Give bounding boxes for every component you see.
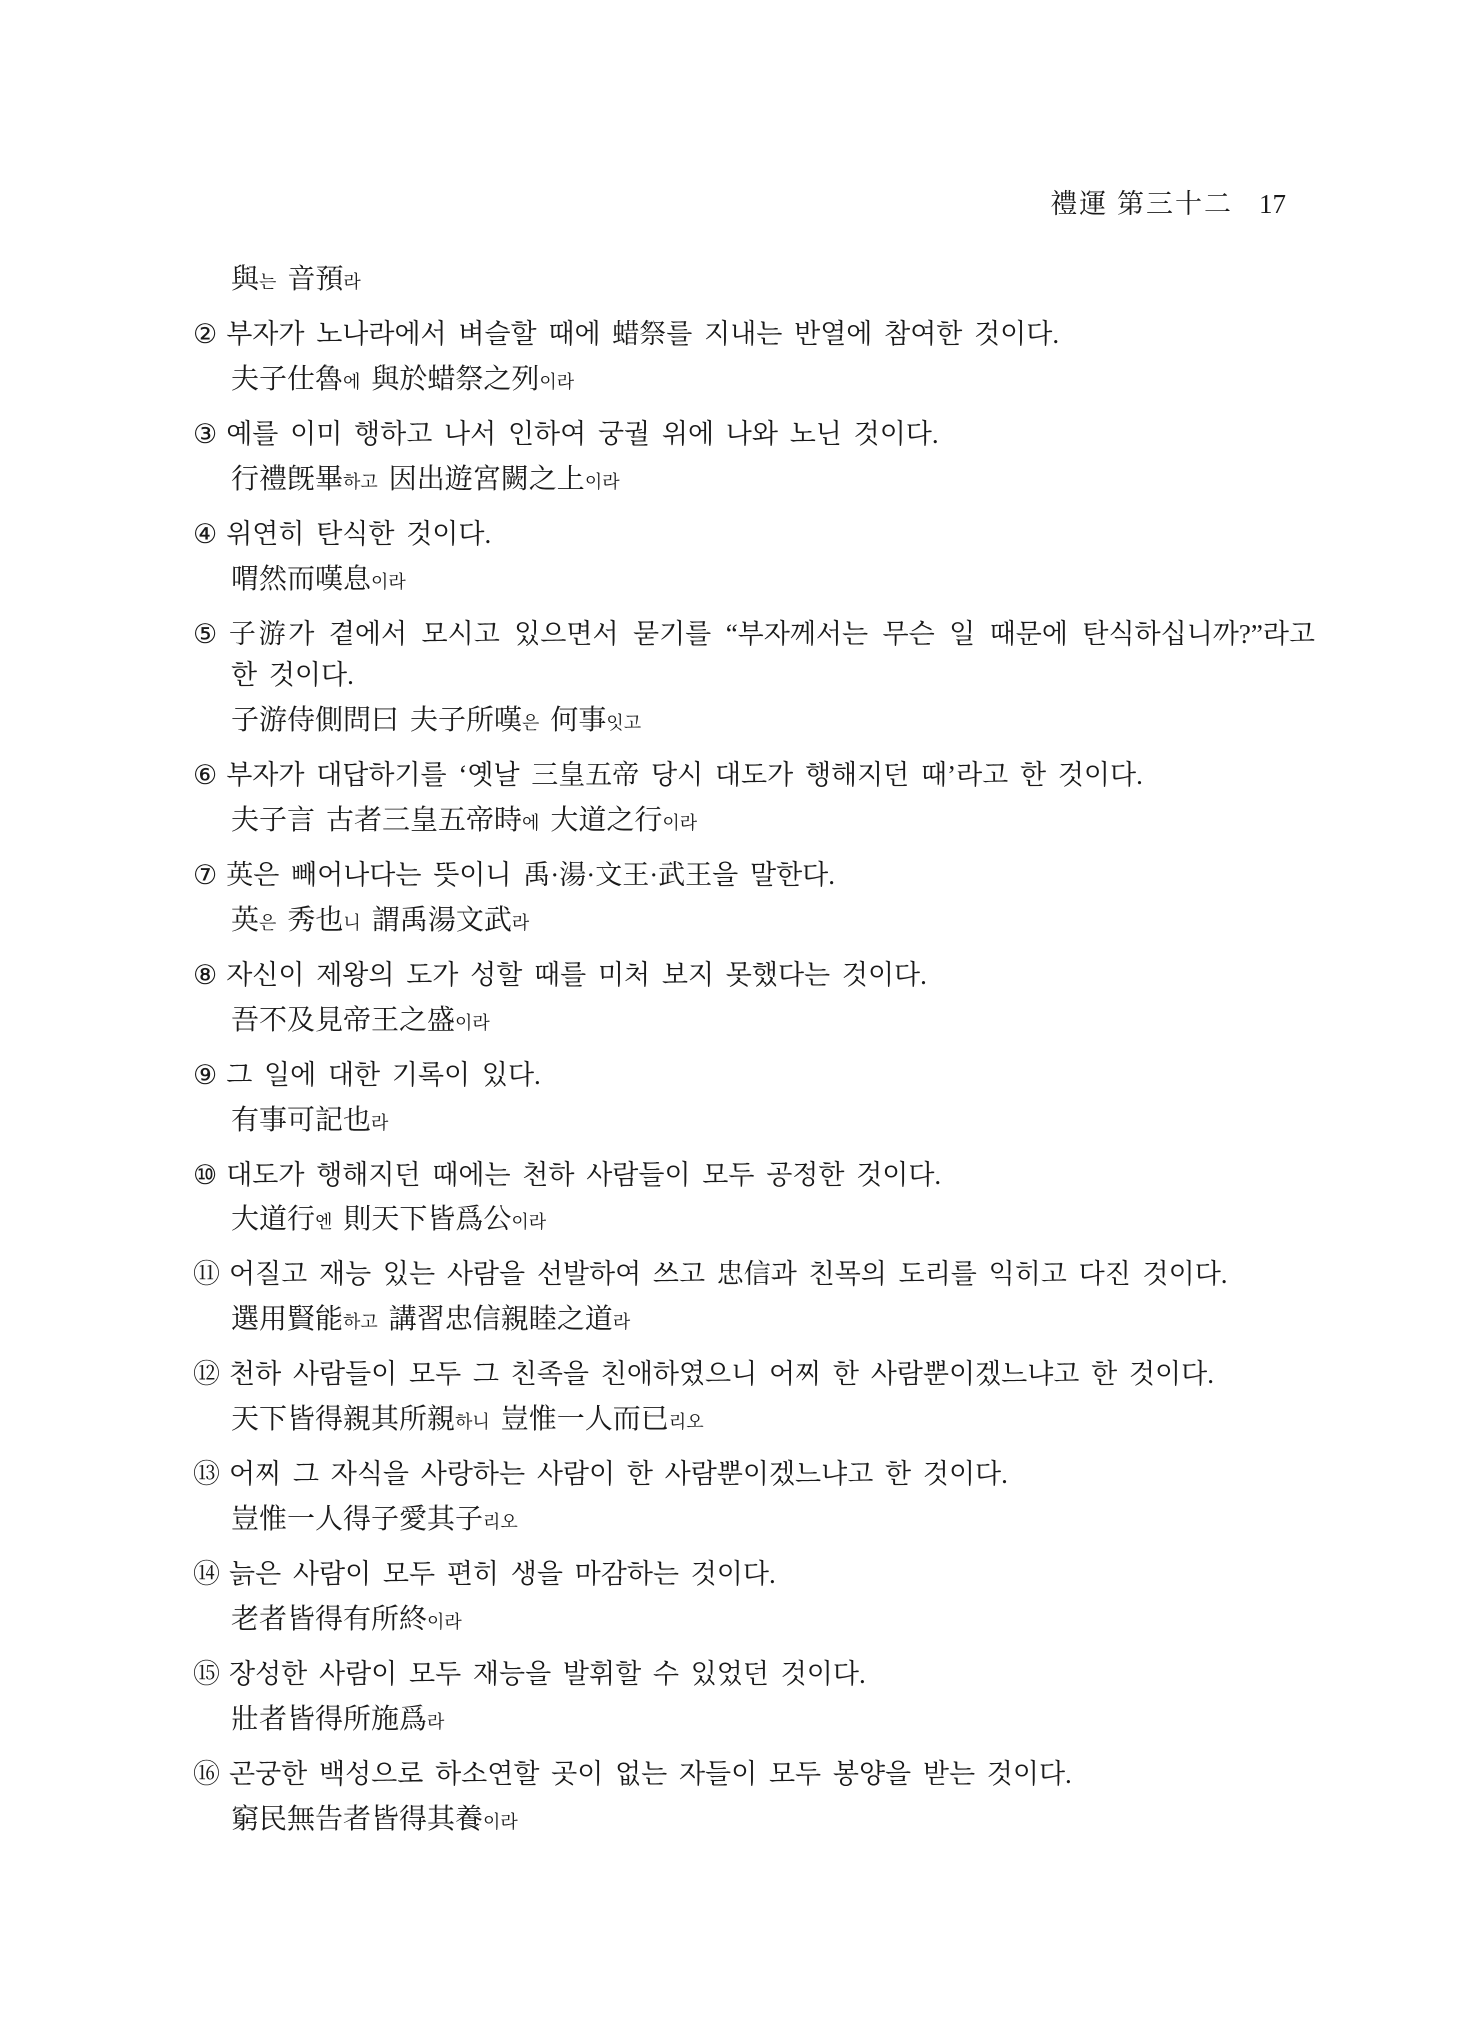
hyeonto-particle: 니 [343,912,361,933]
hyeonto-particle: 하니 [455,1412,490,1433]
hanmun-source-line [193,1100,1315,1142]
korean-translation-text: 예를 이미 행하고 나서 인하여 궁궐 위에 나와 노닌 것이다. [226,418,939,449]
hyeonto-particle: 라 [612,1312,631,1333]
hyeonto-particle: 는 [259,272,277,292]
hanja-text: 喟然而嘆息 [231,563,372,595]
commentary-item [193,755,1315,842]
hanmun-source-line [193,1799,1315,1841]
korean-translation-text: 대도가 행해지던 때에는 천하 사람들이 모두 공정한 것이다. [226,1159,942,1190]
hyeonto-particle: 리오 [483,1511,518,1532]
hanja-text: 老者皆得有所終 [231,1603,428,1635]
hyeonto-particle: 이라 [371,571,406,592]
korean-translation-line [193,614,1315,698]
korean-translation-line [193,414,1315,456]
hanja-text: 大道行 [231,1204,316,1236]
item-number-badge: ⑩ [193,1159,218,1190]
hanmun-source-line [193,900,1315,942]
hanmun-source-line [193,800,1315,842]
running-head [1050,182,1286,221]
korean-translation-text: 위연히 탄식한 것이다. [226,518,492,549]
hanja-text: 秀也 [276,904,344,936]
hanmun-source-line [193,1699,1315,1741]
hyeonto-particle: 하고 [343,1312,378,1333]
item-number-badge: ⑭ [193,1558,220,1589]
hanmun-source-line [193,559,1315,601]
korean-translation-text: 그 일에 대한 기록이 있다. [226,1059,541,1090]
hanmun-source-line [193,1499,1315,1541]
commentary-item [193,614,1315,743]
hanmun-source-line [193,1399,1315,1441]
korean-translation-text: 어찌 그 자식을 사랑하는 사람이 한 사람뿐이겠느냐고 한 것이다. [229,1459,1008,1490]
hyeonto-particle: 에 [522,813,540,834]
korean-translation-line [193,755,1315,797]
korean-translation-line [193,514,1315,556]
commentary-item [193,1354,1315,1441]
hanmun-source-line [193,1299,1315,1341]
korean-translation-text: 천하 사람들이 모두 그 친족을 친애하였으니 어찌 한 사람뿐이겠느냐고 한 것이다. [229,1359,1214,1390]
hyeonto-particle: 이라 [455,1012,490,1033]
korean-translation-text: 부자가 노나라에서 벼슬할 때에 蜡祭를 지내는 반열에 참여한 것이다. [226,319,1060,349]
hanja-text: 窮民無告者皆得其養 [231,1803,484,1835]
hyeonto-particle: 은 [259,912,277,933]
hanmun-source-line [193,1000,1315,1042]
commentary-item [193,1754,1315,1841]
hyeonto-particle: 이라 [483,1811,518,1832]
korean-translation-text: 장성한 사람이 모두 재능을 발휘할 수 있었던 것이다. [229,1658,866,1689]
hanmun-source-line [193,259,1315,301]
item-number-badge: ⑨ [193,1059,218,1090]
commentary-item [193,1055,1315,1142]
commentary-item [193,1454,1315,1541]
commentary-item [193,314,1315,401]
hanja-text: 子游侍側問曰 夫子所嘆 [231,705,523,737]
item-number-badge: ⑮ [193,1658,220,1689]
hyeonto-particle: 엔 [315,1212,333,1233]
korean-translation-line [193,955,1315,997]
hanja-text: 與於蜡祭之列 [360,363,540,395]
chapter-title: 禮運 第三十二 [1050,189,1233,219]
korean-translation-line [193,1254,1315,1296]
hyeonto-particle: 라 [427,1711,445,1732]
korean-translation-line [193,1654,1315,1696]
hanja-text: 音預 [276,264,344,295]
commentary-item [193,259,1315,301]
commentary-item [193,1554,1315,1641]
korean-translation-text: 늙은 사람이 모두 편히 생을 마감하는 것이다. [229,1558,776,1589]
hanja-text: 與 [231,264,260,295]
hanja-text: 講習忠信親睦之道 [377,1304,613,1336]
korean-translation-text: 英은 빼어나다는 뜻이니 禹·湯·文王·武王을 말한다. [226,860,836,891]
hanja-text: 英 [231,904,260,936]
hanja-text: 有事可記也 [231,1104,372,1136]
hanja-text: 則天下皆爲公 [332,1204,512,1236]
hanmun-source-line [193,459,1315,501]
korean-translation-line [193,1754,1315,1796]
item-number-badge: ⑦ [193,860,218,891]
hanja-text: 行禮旣畢 [231,463,344,495]
korean-translation-line [193,314,1315,356]
item-number-badge: ② [193,319,218,349]
hanmun-source-line [193,1599,1315,1641]
korean-translation-line [193,1354,1315,1396]
korean-translation-line [193,1554,1315,1596]
hanja-text: 吾不及見帝王之盛 [231,1004,456,1036]
hyeonto-particle: 이라 [584,471,620,492]
commentary-item [193,514,1315,601]
hyeonto-particle: 하고 [343,471,378,492]
hanja-text: 因出遊宮闕之上 [377,463,585,495]
commentary-item [193,955,1315,1042]
korean-translation-text: 곤궁한 백성으로 하소연할 곳이 없는 자들이 모두 봉양을 받는 것이다. [229,1758,1072,1789]
item-number-badge: ⑫ [193,1359,220,1390]
item-number-badge: ⑥ [193,760,218,791]
hanmun-source-line [193,700,1315,742]
hyeonto-particle: 라 [511,912,530,933]
hyeonto-particle: 이라 [511,1212,547,1233]
hanja-text: 何事 [539,705,607,737]
commentary-item [193,1254,1315,1341]
hanja-text: 謂禹湯文武 [360,904,512,936]
item-number-badge: ⑤ [193,618,218,649]
hanja-text: 豈惟一人而已 [489,1404,669,1436]
item-number-badge: ④ [193,518,218,549]
hyeonto-particle: 이라 [662,813,698,834]
hanja-text: 大道之行 [539,805,663,837]
item-number-badge: ⑬ [193,1459,220,1490]
commentary-list [193,256,1315,1854]
item-number-badge: ③ [193,418,218,449]
hanja-text: 夫子仕魯 [231,363,344,395]
korean-translation-text: 어질고 재능 있는 사람을 선발하여 쓰고 忠信과 친목의 도리를 익히고 다진 것이다. [229,1259,1228,1290]
commentary-item [193,414,1315,501]
korean-translation-text: 子游가 곁에서 모시고 있으면서 묻기를 “부자께서는 무슨 일 때문에 탄식하십니까?”라고 한 것이다. [226,618,1315,691]
hanja-text: 豈惟一人得子愛其子 [231,1503,484,1535]
hanja-text: 選用賢能 [231,1304,344,1336]
korean-translation-text: 부자가 대답하기를 ‘옛날 三皇五帝 당시 대도가 행해지던 때’라고 한 것이다. [226,760,1143,791]
hyeonto-particle: 은 [522,713,540,734]
item-number-badge: ⑪ [193,1259,220,1290]
commentary-item [193,855,1315,942]
hanmun-source-line [193,359,1315,401]
hyeonto-particle: 라 [343,272,361,292]
item-number-badge: ⑧ [193,959,218,990]
hanmun-source-line [193,1199,1315,1241]
korean-translation-line [193,1454,1315,1496]
hyeonto-particle: 리오 [668,1412,704,1433]
korean-translation-text: 자신이 제왕의 도가 성할 때를 미처 보지 못했다는 것이다. [226,959,927,990]
hyeonto-particle: 에 [343,371,361,392]
hyeonto-particle: 라 [371,1112,389,1133]
commentary-item [193,1654,1315,1741]
hyeonto-particle: 잇고 [606,713,642,734]
hanja-text: 天下皆得親其所親 [231,1404,456,1436]
korean-translation-line [193,855,1315,897]
item-number-badge: ⑯ [193,1758,220,1789]
korean-translation-line [193,1055,1315,1097]
hanja-text: 壯者皆得所施爲 [231,1703,428,1735]
korean-translation-line [193,1155,1315,1197]
hanja-text: 夫子言 古者三皇五帝時 [231,805,523,837]
hyeonto-particle: 이라 [539,371,575,392]
commentary-item [193,1155,1315,1242]
hyeonto-particle: 이라 [427,1611,462,1632]
page-number: 17 [1259,189,1286,219]
